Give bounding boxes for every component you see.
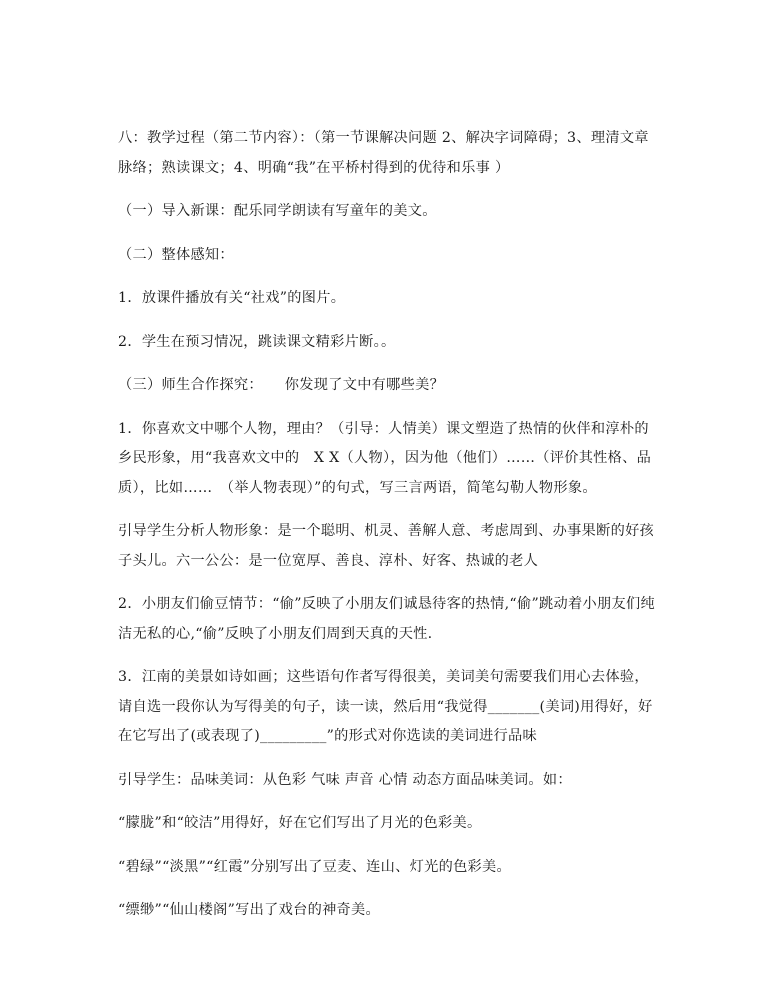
paragraph-guide-words: 引导学生：品味美词：从色彩 气味 声音 心情 动态方面品味美词。如： (118, 771, 572, 788)
paragraph-exploration: （三）师生合作探究： 你发现了文中有哪些美？ (118, 377, 445, 393)
paragraph-example-3: “缥缈”“仙山楼阁”写出了戏台的神奇美。 (118, 902, 381, 918)
paragraph-example-2: “碧绿”“淡黑”“红霞”分别写出了豆麦、连山、灯光的色彩美。 (118, 858, 512, 875)
paragraph-overall-perception: （二）整体感知： (118, 246, 234, 263)
paragraph-question-3: 3．江南的美景如诗如画；这些语句作者写得很美，美词美句需要我们用心去体验，请自选一段你认为写得美的句子，读一读，然后用“我觉得_______(美词)用得好，好在它写出了(或表现了)_________”的形式对你选读的美词进行品味 (118, 669, 653, 744)
paragraph-character-analysis: 引导学生分析人物形象：是一个聪明、机灵、善解人意、考虑周到、办事果断的好孩子头儿。六一公公：是一位宽厚、善良、淳朴、好客、热诚的老人 (118, 523, 655, 569)
paragraph-example-1: “朦胧”和“皎洁”用得好，好在它们写出了月光的色彩美。 (118, 815, 482, 831)
paragraph-question-1: 1．你喜欢文中哪个人物，理由？（引导：人情美）课文塑造了热情的伙伴和淳朴的乡民形象，用“我喜欢文中的 X X（人物），因为他（他们）……（评价其性格、品质），比如…… （举人物表现）”的句式，写三言两语，简笔勾勒人物形象。 (118, 420, 652, 496)
paragraph-teaching-process: 八：教学过程（第二节内容）：（第一节课解决问题 2、解决字词障碍；3、理清文章脉络；熟读课文；4、明确“我”在平桥村得到的优待和乐事 ） (118, 130, 649, 176)
paragraph-question-2: 2．小朋友们偷豆情节：“偷”反映了小朋友们诚恳待客的热情,“偷”跳动着小朋友们纯洁无私的心,“偷”反映了小朋友们周到天真的天性. (118, 596, 655, 642)
paragraph-step-2: 2．学生在预习情况，跳读课文精彩片断。。 (118, 333, 396, 350)
paragraph-intro: （一）导入新课：配乐同学朗读有写童年的美文。 (118, 203, 437, 219)
document-body (118, 124, 658, 940)
paragraph-step-1: 1．放课件播放有关“社戏”的图片。 (118, 290, 346, 306)
